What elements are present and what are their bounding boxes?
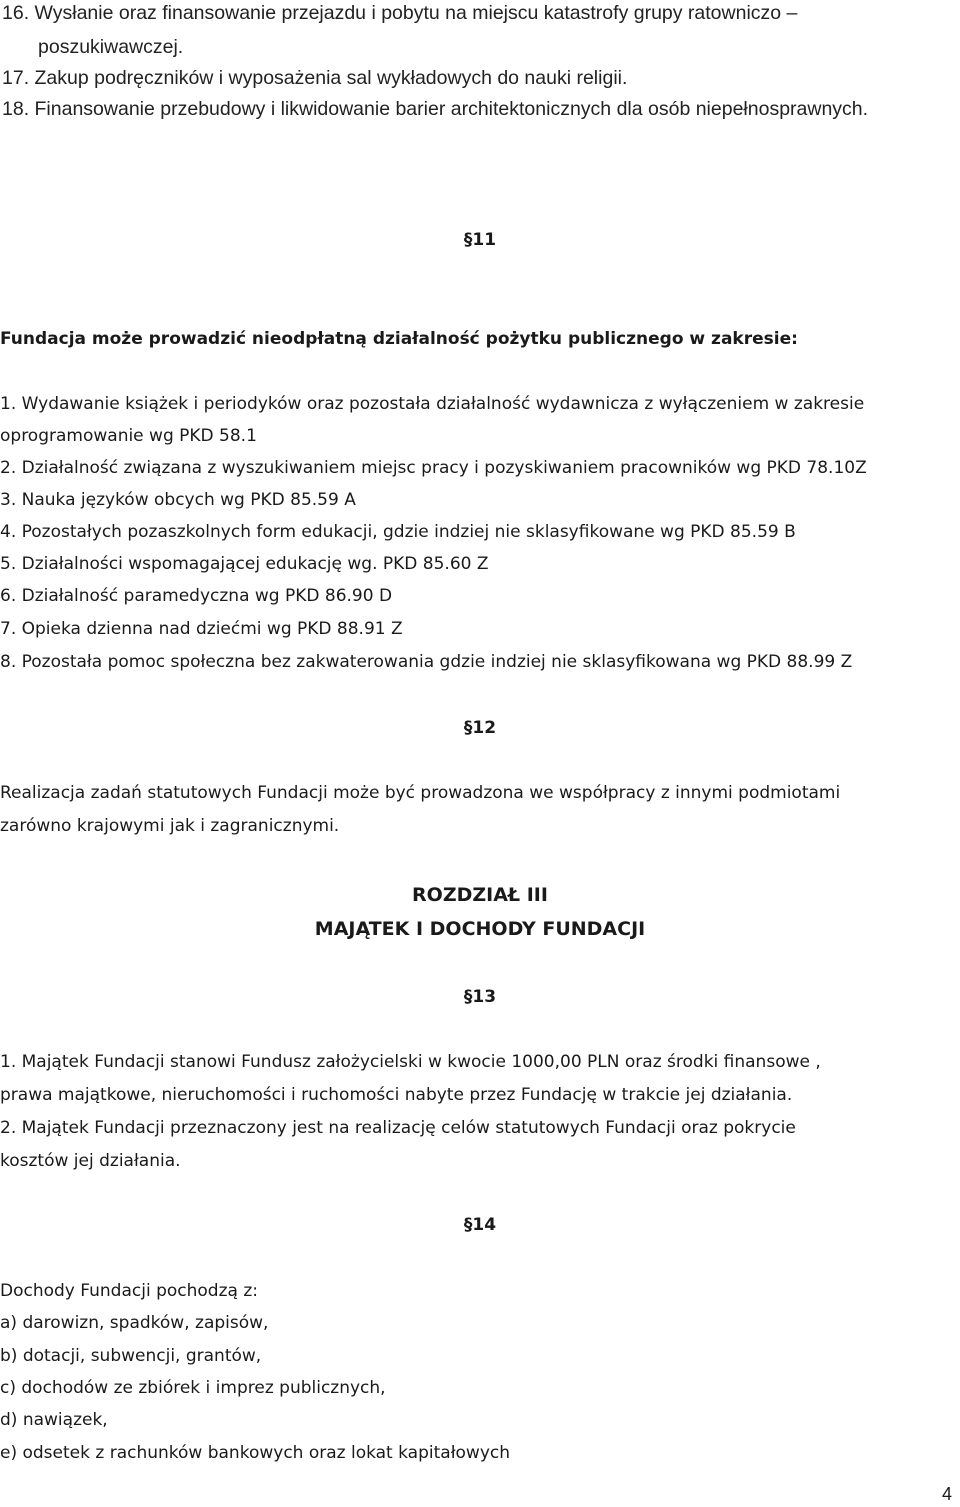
list-item: 8. Pozostała pomoc społeczna bez zakwaterowania gdzie indziej nie sklasyfikowana wg PKD 88.99 Z (0, 652, 853, 672)
list-item: a) darowizn, spadków, zapisów, (0, 1313, 269, 1333)
list-item: 7. Opieka dzienna nad dziećmi wg PKD 88.91 Z (0, 619, 403, 639)
list-item: 17. Zakup podręczników i wyposażenia sal wykładowych do nauki religii. (2, 67, 628, 89)
paragraph-line: prawa majątkowe, nieruchomości i ruchomości nabyte przez Fundację w trakcie jej działania. (0, 1085, 793, 1105)
section-sign: § (463, 230, 473, 250)
section-heading-12: §12 (463, 718, 497, 738)
section-intro: Dochody Fundacji pochodzą z: (0, 1281, 258, 1301)
section-sign: § (463, 987, 473, 1007)
page-number: 4 (942, 1484, 953, 1504)
chapter-title: MAJĄTEK I DOCHODY FUNDACJI (314, 918, 646, 940)
list-item: c) dochodów ze zbiórek i imprez publicznych, (0, 1378, 386, 1398)
section-sign: § (463, 1215, 473, 1235)
paragraph-line: Realizacja zadań statutowych Fundacji może być prowadzona we współpracy z innymi podmiotami (0, 783, 841, 803)
paragraph-line: 1. Majątek Fundacji stanowi Fundusz założycielski w kwocie 1000,00 PLN oraz środki finansowe , (0, 1052, 821, 1072)
list-item: 5. Działalności wspomagającej edukację wg. PKD 85.60 Z (0, 554, 489, 574)
list-item: b) dotacji, subwencji, grantów, (0, 1346, 262, 1366)
paragraph-line: kosztów jej działania. (0, 1151, 181, 1171)
list-item: 3. Nauka języków obcych wg PKD 85.59 A (0, 490, 356, 510)
list-item: e) odsetek z rachunków bankowych oraz lokat kapitałowych (0, 1443, 511, 1463)
section-heading-14: §14 (463, 1215, 497, 1235)
section-intro: Fundacja może prowadzić nieodpłatną działalność pożytku publicznego w zakresie: (0, 329, 798, 349)
list-item: oprogramowanie wg PKD 58.1 (0, 426, 257, 446)
list-item: 4. Pozostałych pozaszkolnych form edukacji, gdzie indziej nie sklasyfikowane wg PKD 85.59 B (0, 522, 796, 542)
list-item: 2. Działalność związana z wyszukiwaniem miejsc pracy i pozyskiwaniem pracowników wg PKD 78.10Z (0, 458, 867, 478)
list-item: poszukiwawczej. (38, 36, 184, 58)
section-heading-11: §11 (463, 230, 497, 250)
paragraph-line: 2. Majątek Fundacji przeznaczony jest na realizację celów statutowych Fundacji oraz pokrycie (0, 1118, 796, 1138)
paragraph-line: zarówno krajowymi jak i zagranicznymi. (0, 816, 340, 836)
list-item: 18. Finansowanie przebudowy i likwidowanie barier architektonicznych dla osób niepełnosprawnych. (2, 98, 869, 120)
list-item: 16. Wysłanie oraz finansowanie przejazdu i pobytu na miejscu katastrofy grupy ratowniczo – (2, 2, 798, 24)
chapter-label: ROZDZIAŁ III (412, 884, 548, 906)
section-sign: § (463, 718, 473, 738)
section-heading-13: §13 (463, 987, 497, 1007)
list-item: 6. Działalność paramedyczna wg PKD 86.90 D (0, 586, 393, 606)
list-item: 1. Wydawanie książek i periodyków oraz pozostała działalność wydawnicza z wyłączeniem w zakresie (0, 394, 865, 414)
list-item: d) nawiązek, (0, 1410, 108, 1430)
